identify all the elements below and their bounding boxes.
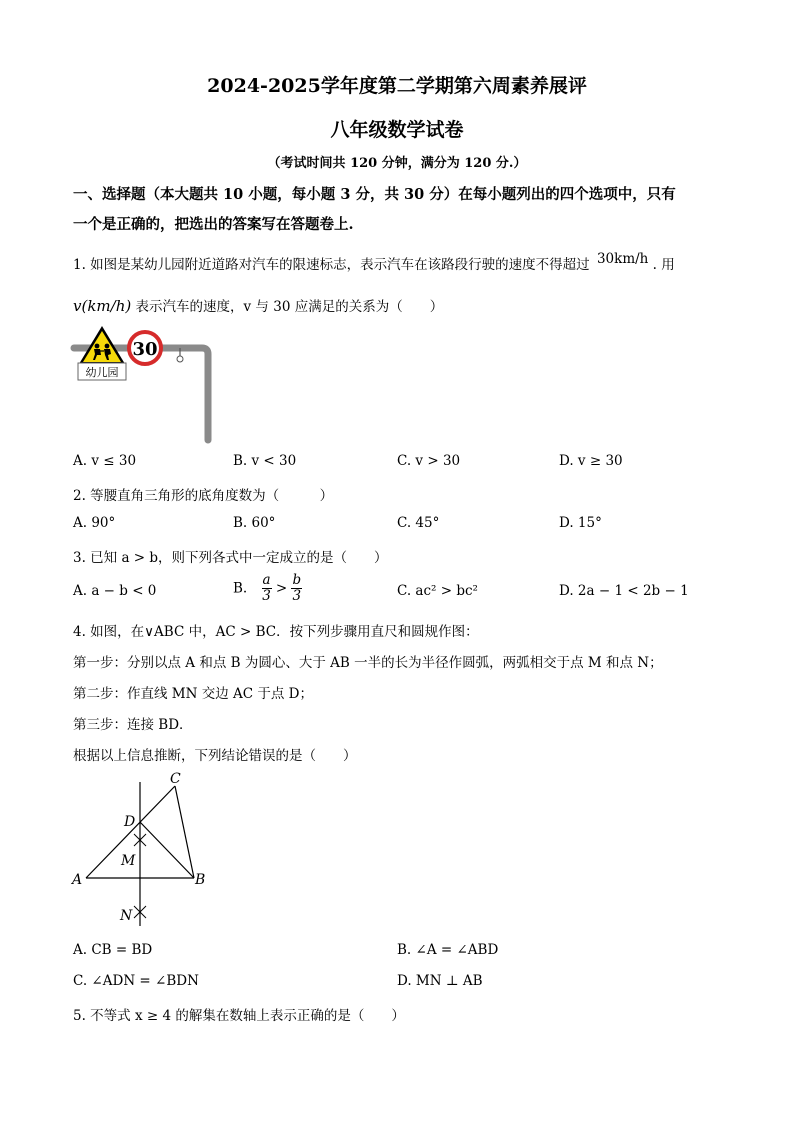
kindergarten-label: 幼儿园 [85,366,119,379]
q3-option-b: B. $\frac{a}{3}$ > $\frac{b}{3}$ [233,572,302,604]
q1-option-a: A. v ≤ 30 [73,453,137,469]
q3-option-b-label: B. [233,580,248,597]
q4-question: 根据以上信息推断，下列结论错误的是（ ） [73,748,357,764]
q4-step3: 第三步：连接 BD． [73,717,193,733]
q4-step1: 第一步：分别以点 A 和点 B 为圆心、大于 AB 一半的长为半径作圆弧，两弧相交于点 M 和点 N； [73,655,663,671]
label-point-a: A [72,872,83,888]
q3-option-a: A. a − b < 0 [73,583,157,599]
q1-option-b: B. v < 30 [233,453,297,469]
q2-option-c: C. 45° [397,515,440,531]
q5-text: 5. 不等式 x ≥ 4 的解集在数轴上表示正确的是（ ） [73,1008,405,1024]
q4-option-b: B. ∠A = ∠ABD [397,942,499,958]
label-point-m: M [121,853,136,869]
q1-speed: 30km/h [596,251,649,267]
section-heading-line2: 一个是正确的，把选出的答案写在答题卷上. [73,216,354,233]
label-point-c: C [170,771,181,787]
section-heading-line1: 一、选择题（本大题共 10 小题，每小题 3 分，共 30 分）在每小题列出的四个选项中，只有 [73,186,676,203]
q2-option-b: B. 60° [233,515,276,531]
q1-line2 [73,295,443,315]
q1-option-c: C. v > 30 [397,453,461,469]
label-point-b: B [195,872,206,888]
q4-option-a: A. CB = BD [73,942,153,958]
q3-text: 3. 已知 a > b，则下列各式中一定成立的是（ ） [73,550,388,566]
q1-option-d: D. v ≥ 30 [559,453,623,469]
q4-option-c: C. ∠ADN = ∠BDN [73,973,199,989]
exam-note: （考试时间共 120 分钟，满分为 120 分.） [267,156,527,171]
q2-option-d: D. 15° [559,515,602,531]
q1-line1-pre: 1. 如图是某幼儿园附近道路对汽车的限速标志，表示汽车在该路段行驶的速度不得超过 [73,257,590,273]
q3-option-c: C. ac² > bc² [397,583,478,599]
pole-ring [177,356,183,362]
triangle-construction-figure [68,768,218,928]
q4-step2: 第二步：作直线 MN 交边 AC 于点 D； [73,686,313,702]
q1-line1-post: . 用 [652,257,675,273]
fraction-a-over-3: $\frac{a}{3}$ [262,572,271,604]
label-point-d: D [124,814,136,830]
exam-subtitle: 八年级数学试卷 [330,119,464,141]
speed-limit-value: 30 [132,339,158,360]
q1-line2-text: 表示汽车的速度，v 与 30 应满足的关系为（ ） [135,299,444,315]
fraction-b-over-3: $\frac{b}{3}$ [292,572,302,604]
q2-option-a: A. 90° [73,515,116,531]
q1-var: v(km/h) [73,297,132,315]
q4-line1: 4. 如图，在∨ABC 中，AC > BC．按下列步骤用直尺和圆规作图： [73,624,479,640]
q2-text: 2. 等腰直角三角形的底角度数为（ ） [73,488,334,504]
exam-title: 2024-2025学年度第二学期第六周素养展评 [207,75,587,97]
segment-cb [175,786,194,878]
segment-bd [140,822,194,878]
label-point-n: N [120,908,133,924]
q1-line1 [73,253,675,273]
speed-limit-sign-figure [70,322,215,447]
q4-option-d: D. MN ⊥ AB [397,973,483,989]
q3-option-d: D. 2a − 1 < 2b − 1 [559,583,689,599]
